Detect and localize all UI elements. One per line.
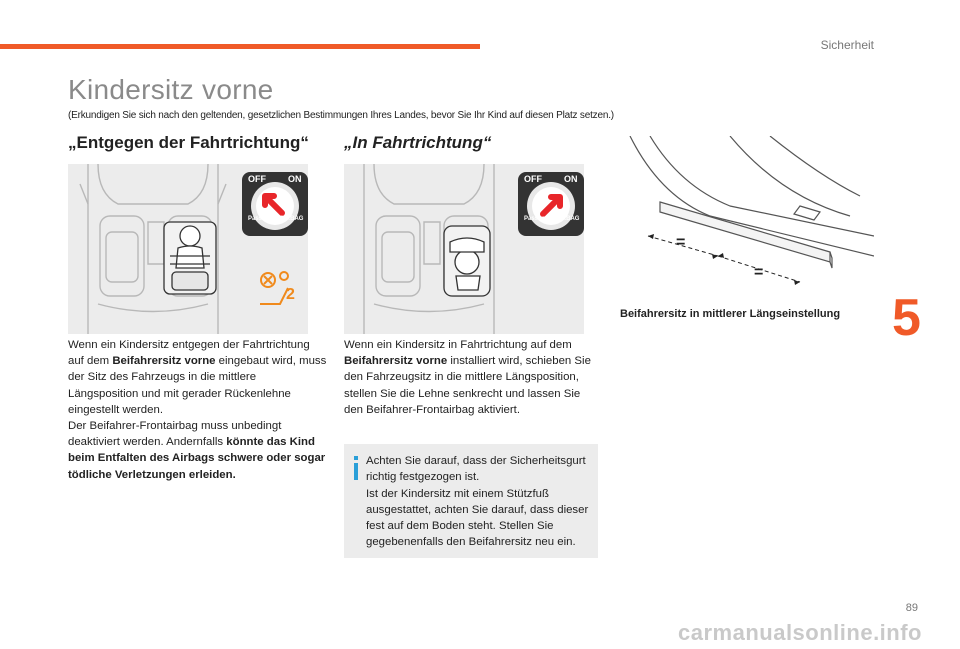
rearward-heading: „Entgegen der Fahrtrichtung“ <box>68 133 309 152</box>
equal-mark-1: = <box>676 234 686 251</box>
forward-description <box>344 337 600 418</box>
seat-rail-illustration <box>620 136 874 296</box>
switch-off-label: OFF <box>248 174 266 184</box>
chapter-number: 5 <box>892 289 921 347</box>
rearward-text-1: Wenn ein Kindersitz entgegen der Fahrtrichtung auf dem <box>68 339 310 368</box>
warning-badge-number: 2 <box>286 286 295 303</box>
seat-rail-drawing <box>620 136 874 296</box>
switch-ring-label: Passenger AIRBAG <box>248 216 304 222</box>
rearward-warning-bold: könnte das Kind beim Entfalten des Airbags schwere oder sogar tödliche Verletzungen erleiden. <box>68 436 326 481</box>
equal-mark-2: = <box>754 264 764 281</box>
rearward-facing-illustration <box>68 164 308 334</box>
page-subtitle: (Erkundigen Sie sich nach den geltenden, gesetzlichen Bestimmungen Ihres Landes, bevor Sie Ihr Kind auf diesen Platz setzen.) <box>68 110 614 121</box>
section-label: Sicherheit <box>820 38 874 52</box>
info-icon <box>352 456 360 480</box>
seat-caption: Beifahrersitz in mittlerer Längseinstellung <box>620 308 841 320</box>
switch-ring-label: Passenger AIRBAG <box>524 216 580 222</box>
forward-facing-illustration <box>344 164 584 334</box>
rearward-text-2: eingebaut wird, muss der Sitz des Fahrzeugs in die mittlere Längsposition und mit gerader Rückenlehne eingestellt werden. <box>68 355 327 416</box>
info-text: Achten Sie darauf, dass der Sicherheitsgurt richtig festgezogen ist. Ist der Kindersitz mit einem Stützfuß ausgestattet, achten Sie darauf, dass dieser fest auf dem Boden steht. Stellen Sie gegebenenfalls den Beifahrersitz neu ein. <box>366 455 589 549</box>
forward-text-2: installiert wird, schieben Sie den Fahrzeugsitz in die mittlere Längsposition, stellen Sie die Lehne senkrecht und lassen Sie den Beifahrer-Frontairbag aktiviert. <box>344 355 591 416</box>
watermark: carmanualsonline.info <box>678 620 922 645</box>
rearward-description <box>68 337 328 483</box>
forward-text-1: Wenn ein Kindersitz in Fahrtrichtung auf dem <box>344 339 572 351</box>
info-box <box>344 444 598 558</box>
page-number: 89 <box>905 602 918 614</box>
switch-on-label: ON <box>564 174 578 184</box>
forward-text-bold: Beifahrersitz vorne <box>344 355 448 368</box>
switch-off-label: OFF <box>524 174 542 184</box>
forward-heading: „In Fahrtrichtung“ <box>344 133 492 152</box>
page-title: Kindersitz vorne <box>68 74 274 105</box>
rearward-text-3: Der Beifahrer-Frontairbag muss unbedingt deaktiviert werden. Andernfalls <box>68 420 282 449</box>
rearward-text-bold-1: Beifahrersitz vorne <box>112 355 216 368</box>
top-accent-bar <box>0 44 480 49</box>
switch-on-label: ON <box>288 174 302 184</box>
